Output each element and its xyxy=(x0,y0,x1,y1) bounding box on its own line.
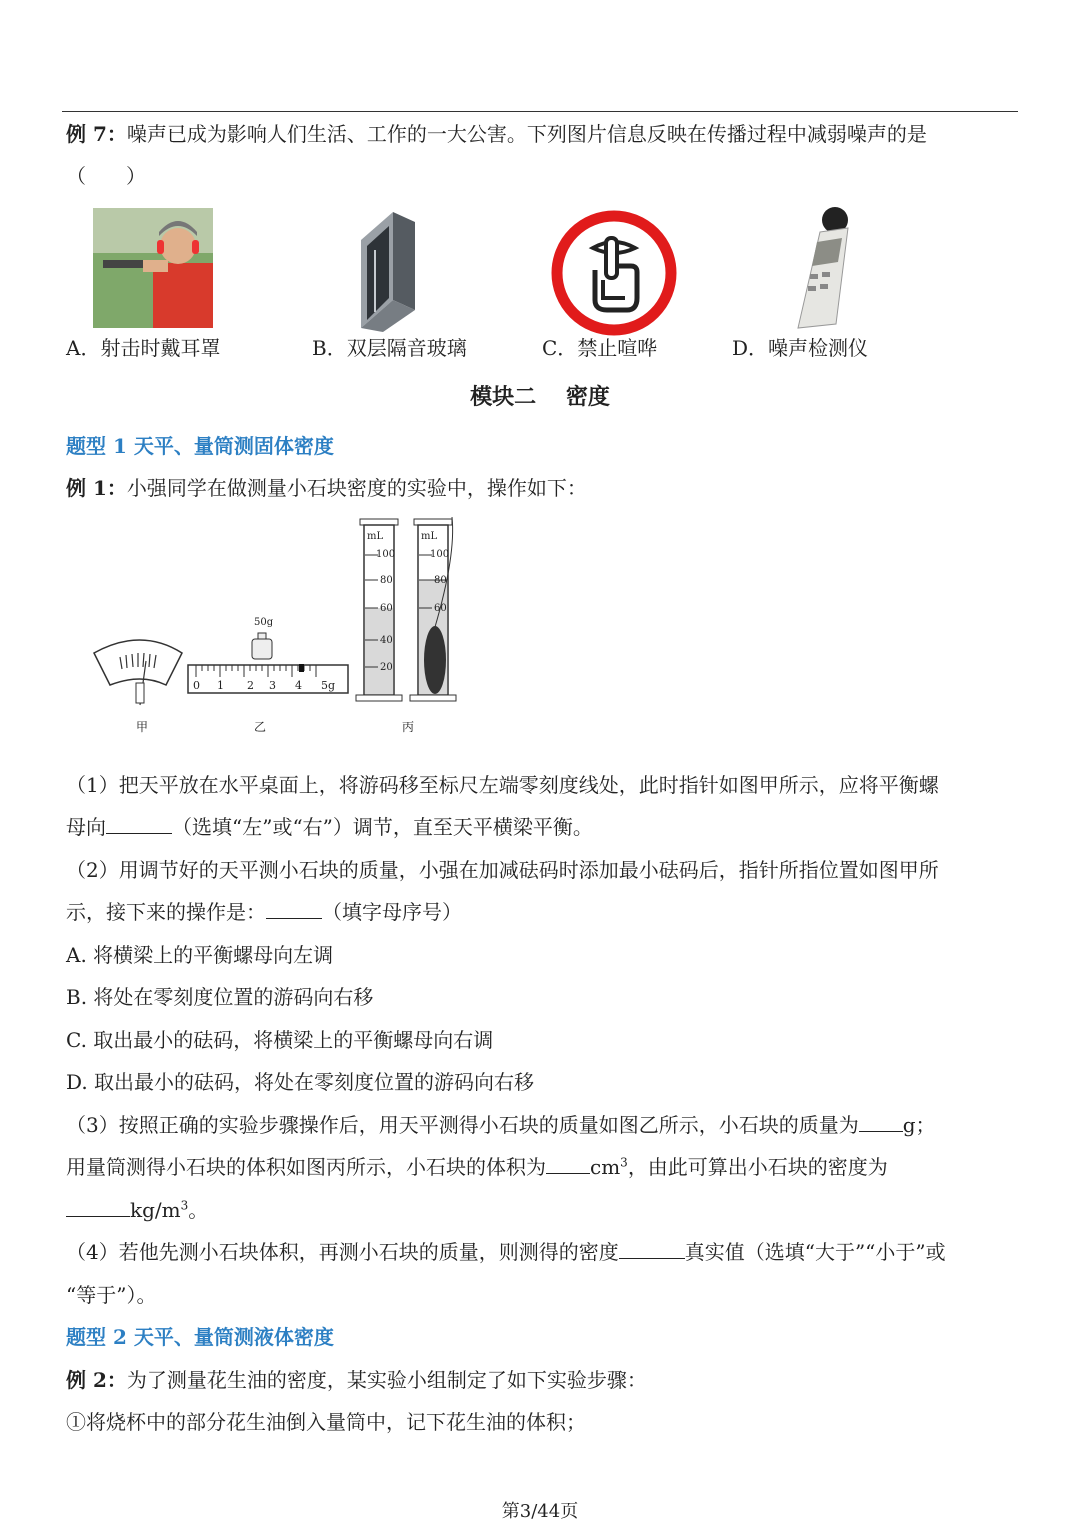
svg-text:60: 60 xyxy=(380,603,393,614)
ex1-q4-line2: “等于”）。 xyxy=(66,1283,157,1307)
svg-text:0: 0 xyxy=(193,679,200,692)
ex1-q1-line2: 母向 （选填“左”或“右”）调节，直至天平横梁平衡。 xyxy=(66,815,593,839)
ex7-label: 例 7： xyxy=(66,122,127,146)
answer-blank-mass[interactable] xyxy=(859,1111,903,1132)
ex1-intro: 例 1：小强同学在做测量小石块密度的实验中，操作如下： xyxy=(66,476,587,500)
svg-text:60: 60 xyxy=(434,603,447,614)
ex1-q3-line3: $kg/m^3$。 xyxy=(66,1196,208,1224)
page-number: 第3/44页 xyxy=(501,1501,579,1522)
type1-title: 题型 1 天平、量筒测固体密度 xyxy=(66,434,334,458)
cylinder-water-only xyxy=(356,519,402,701)
svg-text:100: 100 xyxy=(430,549,450,560)
ex7-option-d: D．噪声检测仪 xyxy=(732,336,869,360)
type2-title: 题型 2 天平、量筒测液体密度 xyxy=(66,1325,334,1349)
svg-text:4: 4 xyxy=(295,679,302,692)
pointer-scale-dial xyxy=(94,640,182,705)
header-rule xyxy=(62,111,1018,112)
svg-text:mL: mL xyxy=(421,531,438,542)
ex1-q1-line1: （1）把天平放在水平桌面上，将游码移至标尺左端零刻度线处，此时指针如图甲所示，应将平衡螺 xyxy=(66,773,939,797)
ex7-option-b: B．双层隔音玻璃 xyxy=(312,336,467,360)
ex1-choice-b: B. 将处在零刻度位置的游码向右移 xyxy=(66,985,374,1009)
ex2-intro: 例 2：为了测量花生油的密度，某实验小组制定了如下实验步骤： xyxy=(66,1368,647,1392)
ex7-question: 例 7：噪声已成为影响人们生活、工作的一大公害。下列图片信息反映在传播过程中减弱噪声的是 xyxy=(66,122,927,146)
no-noise-sign-image xyxy=(551,210,677,336)
caption-jia: 甲 xyxy=(136,720,149,734)
caption-bing: 丙 xyxy=(402,720,415,734)
ex1-choice-c: C. 取出最小的砝码，将横梁上的平衡螺母向右调 xyxy=(66,1028,494,1052)
answer-blank-density[interactable] xyxy=(66,1196,130,1217)
weight-50g xyxy=(252,617,274,659)
ex1-q2-line2: 示，接下来的操作是： （填字母序号） xyxy=(66,900,462,924)
cylinder-with-stone xyxy=(410,517,456,701)
svg-text:20: 20 xyxy=(380,662,393,673)
ex1-q3-line2: 用量筒测得小石块的体积如图丙所示，小石块的体积为 $cm^3$，由此可算出小石块的密度为 xyxy=(66,1155,888,1179)
svg-text:50g: 50g xyxy=(254,617,274,628)
ex7-option-c: C．禁止喧哗 xyxy=(542,336,658,360)
svg-text:mL: mL xyxy=(367,531,384,542)
balance-ruler xyxy=(188,664,348,693)
shooter-with-earmuffs-image xyxy=(93,208,213,328)
answer-blank-q1[interactable] xyxy=(106,813,172,834)
ex7-paren: （ ） xyxy=(66,164,146,188)
answer-blank-q2[interactable] xyxy=(266,898,322,919)
svg-text:5g: 5g xyxy=(321,679,336,692)
ex1-choice-a: A. 将横梁上的平衡螺母向左调 xyxy=(66,943,334,967)
ex1-q3-line1: （3）按照正确的实验步骤操作后，用天平测得小石块的质量如图乙所示，小石块的质量为 g； xyxy=(66,1113,936,1137)
svg-text:3: 3 xyxy=(269,679,276,692)
caption-yi: 乙 xyxy=(254,720,267,734)
svg-text:80: 80 xyxy=(380,575,393,586)
svg-text:1: 1 xyxy=(217,679,224,692)
answer-blank-volume[interactable] xyxy=(546,1153,590,1174)
ex7-option-a: A．射击时戴耳罩 xyxy=(66,336,221,360)
module-title: 模块二 密度 xyxy=(470,384,610,410)
ex1-choice-d: D. 取出最小的砝码，将处在零刻度位置的游码向右移 xyxy=(66,1070,535,1094)
ex1-q4-line1: （4）若他先测小石块体积，再测小石块的质量，则测得的密度 真实值（选填“大于”“小于”或 xyxy=(66,1240,946,1264)
ex2-step1: ①将烧杯中的部分花生油倒入量筒中，记下花生油的体积； xyxy=(66,1410,586,1434)
svg-text:2: 2 xyxy=(247,679,254,692)
ex1-q2-line1: （2）用调节好的天平测小石块的质量，小强在加减砝码时添加最小砝码后，指针所指位置如图甲所 xyxy=(66,858,939,882)
ex1-figure xyxy=(88,515,478,740)
svg-text:100: 100 xyxy=(376,549,396,560)
svg-text:40: 40 xyxy=(380,635,393,646)
sound-level-meter-image xyxy=(790,204,860,330)
svg-text:80: 80 xyxy=(434,575,447,586)
answer-blank-q4[interactable] xyxy=(619,1238,685,1259)
double-glazed-window-image xyxy=(353,210,423,332)
